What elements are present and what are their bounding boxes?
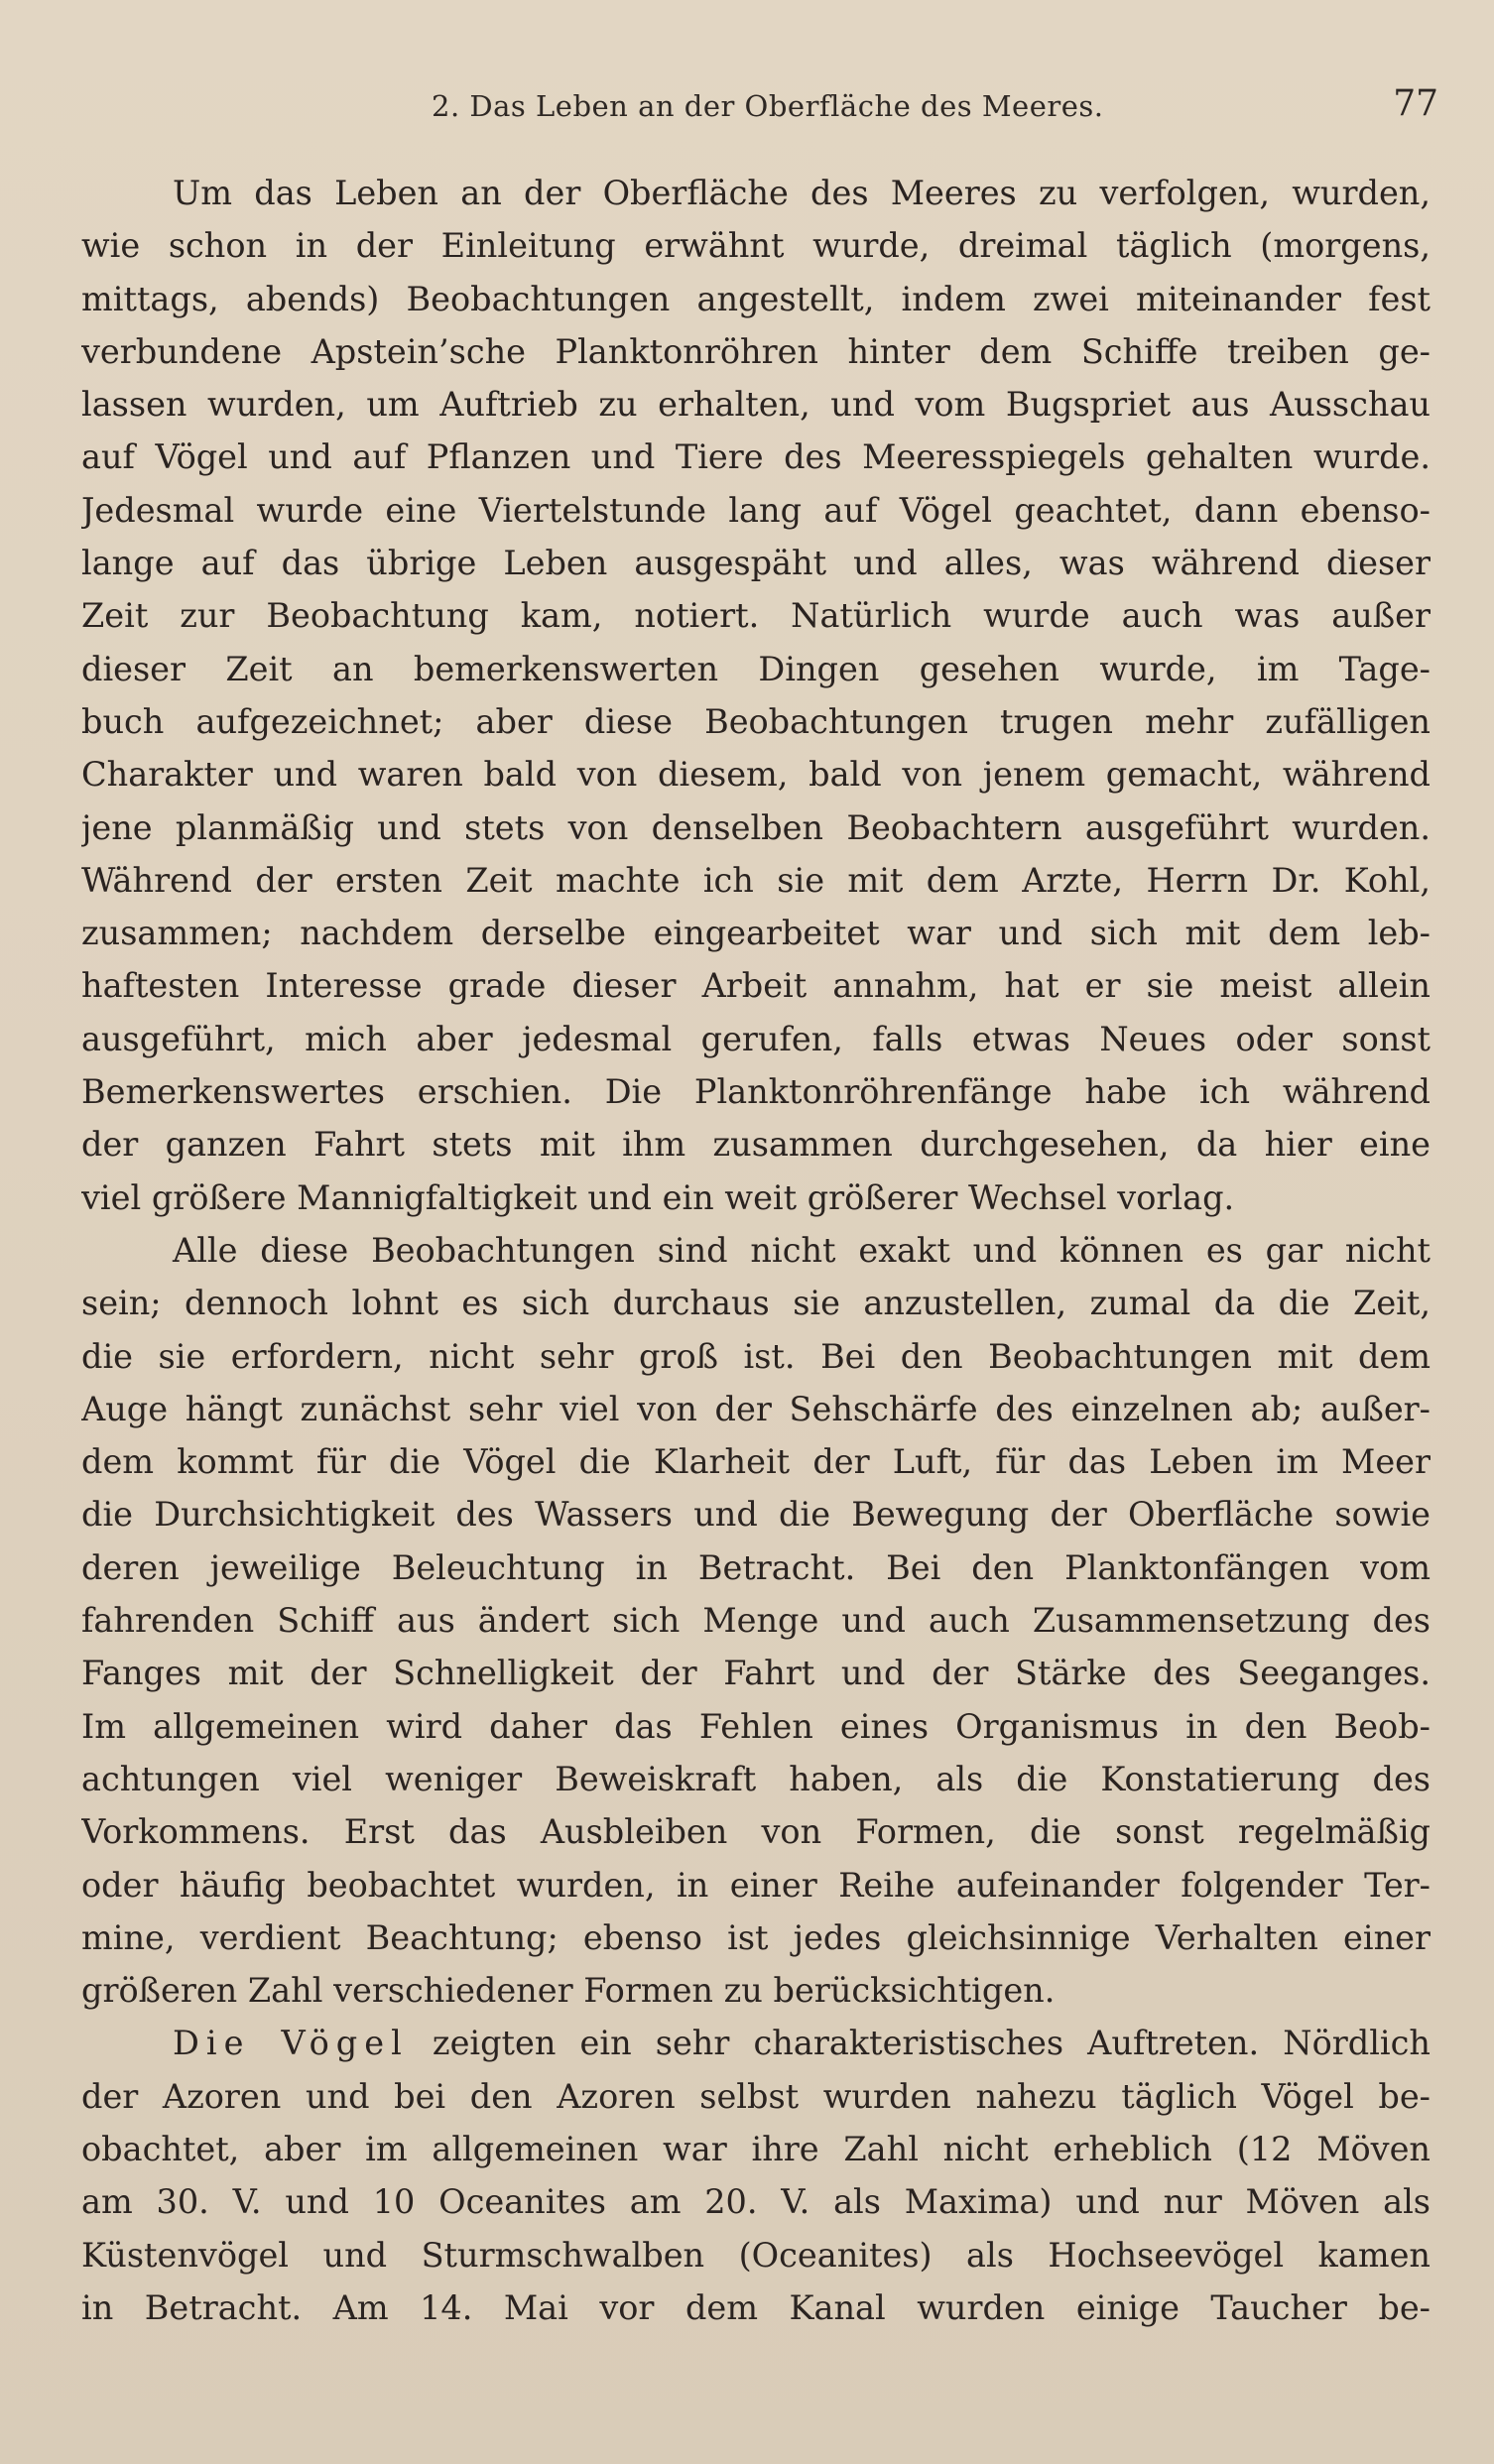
text-line: dieser Zeit an bemerkenswerten Dingen gesehen wurde, im Tage- — [81, 649, 1431, 688]
text-line: der Azoren und bei den Azoren selbst wurden nahezu täglich Vögel be- — [81, 2076, 1431, 2116]
text-line: fahrenden Schiff aus ändert sich Menge und auch Zusammensetzung des — [81, 1601, 1431, 1641]
text-line: ausgeführt, mich aber jedesmal gerufen, falls etwas Neues oder sonst — [81, 1019, 1431, 1058]
text-line: Charakter und waren bald von diesem, bald von jenem gemacht, während — [81, 755, 1431, 795]
text-line: obachtet, aber im allgemeinen war ihre Zahl nicht erheblich (12 Möven — [81, 2129, 1431, 2168]
text-line: Zeit zur Beobachtung kam, notiert. Natürlich wurde auch was außer — [81, 596, 1431, 636]
page-number: 77 — [1393, 83, 1438, 124]
text-line: achtungen viel weniger Beweiskraft haben, als die Konstatierung des — [81, 1759, 1431, 1798]
paragraph-1 — [81, 167, 1431, 1224]
text-line: lassen wurden, um Auftrieb zu erhalten, und vom Bugspriet aus Ausschau — [81, 385, 1431, 425]
text-line: die sie erfordern, nicht sehr groß ist. Bei den Beobachtungen mit dem — [81, 1336, 1431, 1376]
running-head — [79, 83, 1438, 133]
text-line: zusammen; nachdem derselbe eingearbeitet war und sich mit dem leb- — [81, 914, 1431, 953]
text-line: größeren Zahl verschiedener Formen zu berücksichtigen. — [81, 1971, 1056, 2011]
text-line: jene planmäßig und stets von denselben Beobachtern ausgeführt wurden. — [81, 807, 1431, 847]
text-line: sein; dennoch lohnt es sich durchaus sie anzustellen, zumal da die Zeit, — [81, 1284, 1431, 1323]
text-line: wie schon in der Einleitung erwähnt wurde, dreimal täglich (morgens, — [81, 226, 1431, 266]
first-line-rest: zeigten ein sehr charakteristisches Auftreten. Nördlich — [408, 2024, 1431, 2063]
paragraph-3 — [81, 2017, 1431, 2334]
text-line: Während der ersten Zeit machte ich sie mit dem Arzte, Herrn Dr. Kohl, — [81, 860, 1431, 900]
text-line: am 30. V. und 10 Oceanites am 20. V. als Maxima) und nur Möven als — [81, 2182, 1431, 2222]
text-line — [81, 2017, 1431, 2069]
text-line: viel größere Mannigfaltigkeit und ein weit größerer Wechsel vorlag. — [81, 1177, 1235, 1217]
text-line: deren jeweilige Beleuchtung in Betracht. Bei den Planktonfängen vom — [81, 1547, 1431, 1587]
text-line: haftesten Interesse grade dieser Arbeit annahm, hat er sie meist allein — [81, 966, 1431, 1006]
text-line: dem kommt für die Vögel die Klarheit der Luft, für das Leben im Meer — [81, 1442, 1431, 1482]
text-line: Alle diese Beobachtungen sind nicht exakt und können es gar nicht — [173, 1230, 1431, 1270]
text-line: Auge hängt zunächst sehr viel von der Sehschärfe des einzelnen ab; außer- — [81, 1389, 1431, 1428]
text-line: Fanges mit der Schnelligkeit der Fahrt und der Stärke des Seeganges. — [81, 1654, 1431, 1693]
text-line: der ganzen Fahrt stets mit ihm zusammen durchgesehen, da hier eine — [81, 1125, 1431, 1165]
text-line: auf Vögel und auf Pflanzen und Tiere des Meeresspiegels gehalten wurde. — [81, 437, 1431, 477]
text-line: oder häufig beobachtet wurden, in einer Reihe aufeinander folgender Ter- — [81, 1865, 1431, 1905]
text-line: Küstenvögel und Sturmschwalben (Oceanites) als Hochseevögel kamen — [81, 2235, 1431, 2275]
text-line: Um das Leben an der Oberfläche des Meeres zu verfolgen, wurden, — [173, 174, 1431, 212]
text-line: verbundene Apstein’sche Planktonröhren hinter dem Schiffe treiben ge- — [81, 331, 1431, 371]
text-line: buch aufgezeichnet; aber diese Beobachtungen trugen mehr zufälligen — [81, 701, 1431, 741]
text-line: Bemerkenswertes erschien. Die Planktonröhrenfänge habe ich während — [81, 1072, 1431, 1112]
text-line: mittags, abends) Beobachtungen angestellt, indem zwei miteinander fest — [81, 279, 1431, 318]
text-line: Im allgemeinen wird daher das Fehlen eines Organismus in den Beob- — [81, 1706, 1431, 1746]
running-title: 2. Das Leben an der Oberfläche des Meeres. — [432, 89, 1104, 123]
text-line: lange auf das übrige Leben ausgespäht und alles, was während dieser — [81, 544, 1431, 583]
text-line: Vorkommens. Erst das Ausbleiben von Formen, die sonst regelmäßig — [81, 1812, 1431, 1852]
paragraph-2 — [81, 1224, 1431, 2017]
text-line: mine, verdient Beachtung; ebenso ist jedes gleichsinnige Verhalten einer — [81, 1917, 1431, 1957]
text-line: die Durchsichtigkeit des Wassers und die Bewegung der Oberfläche sowie — [81, 1495, 1431, 1535]
body-text — [81, 167, 1431, 2334]
text-line: in Betracht. Am 14. Mai vor dem Kanal wurden einige Taucher be- — [81, 2287, 1431, 2327]
spaced-heading: Die Vögel — [173, 2024, 409, 2063]
text-line: Jedesmal wurde eine Viertelstunde lang auf Vögel geachtet, dann ebenso- — [81, 490, 1431, 530]
